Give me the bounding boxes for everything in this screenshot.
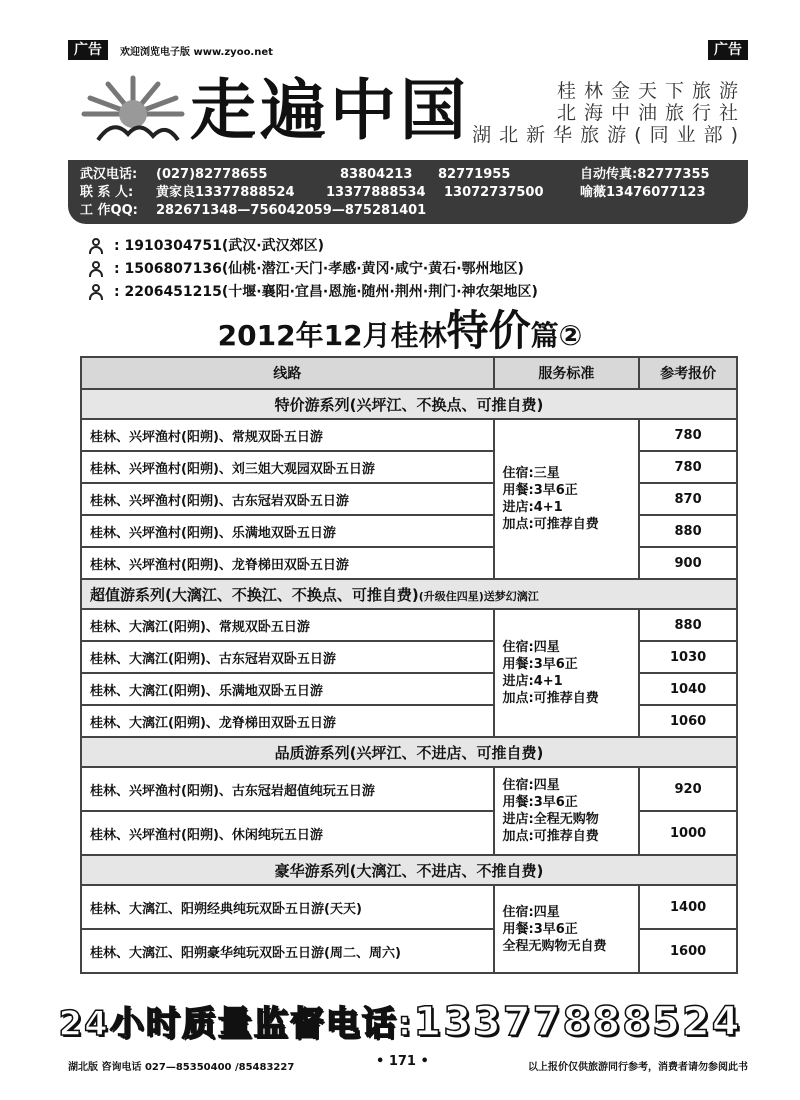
- qq-label: 工 作QQ:: [80, 203, 138, 218]
- price-cell: 1040: [639, 673, 737, 705]
- section-header: [81, 389, 737, 419]
- person-1: 黄家良13377888524: [156, 185, 295, 200]
- price-cell: 1600: [639, 929, 737, 973]
- section-header: [81, 579, 737, 609]
- qq-row: [80, 202, 738, 220]
- title-prefix: 2012年12月桂林: [217, 319, 447, 352]
- hotline-phone: 13377888524: [413, 999, 742, 1045]
- price-cell: 920: [639, 767, 737, 811]
- price-cell: 1400: [639, 885, 737, 929]
- price-cell: 1030: [639, 641, 737, 673]
- person-2: 13377888534: [326, 185, 426, 200]
- qq-value: 282671348—756042059—875281401: [156, 203, 427, 218]
- title-suffix: 篇②: [530, 319, 583, 352]
- route-cell: 桂林、兴坪渔村(阳朔)、常规双卧五日游: [81, 419, 494, 451]
- sun-logo-icon: [78, 74, 188, 144]
- list-item: [88, 257, 538, 280]
- service-cell: 住宿:四星 用餐:3早6正 全程无购物无自费: [494, 885, 640, 973]
- phone-2: 83804213: [340, 167, 413, 182]
- table-row: [81, 483, 737, 515]
- ad-tag-right: 广告: [708, 40, 748, 60]
- route-cell: 桂林、兴坪渔村(阳朔)、古东冠岩超值纯玩五日游: [81, 767, 494, 811]
- route-cell: 桂林、兴坪渔村(阳朔)、龙脊梯田双卧五日游: [81, 547, 494, 579]
- hotline-label: 24小时质量监督电话:: [58, 1004, 414, 1044]
- agency-3: 湖北新华旅游(同业部): [472, 124, 746, 146]
- footer: [68, 1054, 748, 1074]
- agency-1: 桂林金天下旅游: [556, 80, 746, 102]
- header-service: 服务标准: [494, 357, 640, 389]
- table-row: [81, 609, 737, 641]
- section-title: 特价游系列(兴坪江、不换点、可推自费): [81, 389, 737, 419]
- list-item: [88, 280, 538, 303]
- person-icon: [88, 238, 104, 254]
- route-cell: 桂林、兴坪渔村(阳朔)、古东冠岩双卧五日游: [81, 483, 494, 515]
- section-title: [81, 579, 737, 609]
- phone-main: (027)82778655: [156, 167, 268, 182]
- section-title-text: 超值游系列(大漓江、不换江、不换点、可推自费): [90, 585, 419, 604]
- top-bar: [68, 40, 748, 60]
- person-icon: [88, 261, 104, 277]
- section-header: [81, 737, 737, 767]
- route-cell: 桂林、兴坪渔村(阳朔)、乐满地双卧五日游: [81, 515, 494, 547]
- table-row: [81, 929, 737, 973]
- price-cell: 1000: [639, 811, 737, 855]
- upgrade-note: (升级住四星)送梦幻漓江: [418, 589, 539, 603]
- agency-2: 北海中油旅行社: [556, 102, 746, 124]
- table-row: [81, 673, 737, 705]
- list-item: [88, 234, 538, 257]
- person-3: 13072737500: [444, 185, 544, 200]
- price-cell: 1060: [639, 705, 737, 737]
- contact-box: [68, 160, 748, 224]
- quality-hotline: [0, 996, 800, 1045]
- agency-list: [472, 80, 746, 146]
- route-cell: 桂林、大漓江、阳朔经典纯玩双卧五日游(天天): [81, 885, 494, 929]
- table-row: [81, 885, 737, 929]
- route-cell: 桂林、兴坪渔村(阳朔)、刘三姐大观园双卧五日游: [81, 451, 494, 483]
- route-cell: 桂林、大漓江(阳朔)、龙脊梯田双卧五日游: [81, 705, 494, 737]
- route-cell: 桂林、大漓江(阳朔)、常规双卧五日游: [81, 609, 494, 641]
- price-cell: 900: [639, 547, 737, 579]
- table-row: [81, 705, 737, 737]
- welcome-text: 欢迎浏览电子版 www.zyoo.net: [120, 47, 273, 58]
- brand-logo-text: 走遍中国: [190, 71, 470, 149]
- table-row: [81, 767, 737, 811]
- page-title: [0, 306, 800, 361]
- table-row: [81, 547, 737, 579]
- person-4: 喻薇13476077123: [580, 185, 706, 200]
- table-row: [81, 811, 737, 855]
- qq-contact-list: [88, 234, 538, 303]
- service-cell: 住宿:四星 用餐:3早6正 进店:4+1 加点:可推荐自费: [494, 609, 640, 737]
- qq-contact-text: : 2206451215(十堰·襄阳·宜昌·恩施·随州·荆州·荆门·神农架地区): [114, 283, 538, 300]
- service-cell: 住宿:三星 用餐:3早6正 进店:4+1 加点:可推荐自费: [494, 419, 640, 579]
- phone-row: [80, 166, 738, 184]
- route-cell: 桂林、大漓江(阳朔)、乐满地双卧五日游: [81, 673, 494, 705]
- price-cell: 780: [639, 451, 737, 483]
- fax: 自动传真:82777355: [580, 167, 710, 182]
- section-header: [81, 855, 737, 885]
- phone-label: 武汉电话:: [80, 167, 138, 182]
- section-title: 豪华游系列(大漓江、不进店、不推自费): [81, 855, 737, 885]
- route-cell: 桂林、大漓江、阳朔豪华纯玩双卧五日游(周二、周六): [81, 929, 494, 973]
- header: [68, 62, 748, 160]
- service-cell: 住宿:四星 用餐:3早6正 进店:全程无购物 加点:可推荐自费: [494, 767, 640, 855]
- table-row: [81, 515, 737, 547]
- qq-contact-text: : 1910304751(武汉·武汉郊区): [114, 237, 324, 254]
- table-header-row: [81, 357, 737, 389]
- price-cell: 880: [639, 609, 737, 641]
- price-cell: 780: [639, 419, 737, 451]
- route-cell: 桂林、大漓江(阳朔)、古东冠岩双卧五日游: [81, 641, 494, 673]
- header-price: 参考报价: [639, 357, 737, 389]
- price-table: [80, 356, 738, 974]
- header-route: 线路: [81, 357, 494, 389]
- footer-right: 以上报价仅供旅游同行参考，消费者请勿参阅此书: [528, 1062, 748, 1073]
- price-cell: 870: [639, 483, 737, 515]
- route-cell: 桂林、兴坪渔村(阳朔)、休闲纯玩五日游: [81, 811, 494, 855]
- phone-3: 82771955: [438, 167, 511, 182]
- person-row: [80, 184, 738, 202]
- price-cell: 880: [639, 515, 737, 547]
- table-row: [81, 641, 737, 673]
- person-icon: [88, 284, 104, 300]
- ad-tag-left: 广告: [68, 40, 108, 60]
- person-label: 联 系 人:: [80, 185, 134, 200]
- qq-contact-text: : 1506807136(仙桃·潜江·天门·孝感·黄冈·咸宁·黄石·鄂州地区): [114, 260, 524, 277]
- title-highlight: 特价: [446, 306, 531, 355]
- section-title: 品质游系列(兴坪江、不进店、可推自费): [81, 737, 737, 767]
- page-number: • 171 •: [376, 1054, 429, 1069]
- table-row: [81, 419, 737, 451]
- footer-left: 湖北版 咨询电话 027—85350400 /85483227: [68, 1062, 295, 1073]
- table-row: [81, 451, 737, 483]
